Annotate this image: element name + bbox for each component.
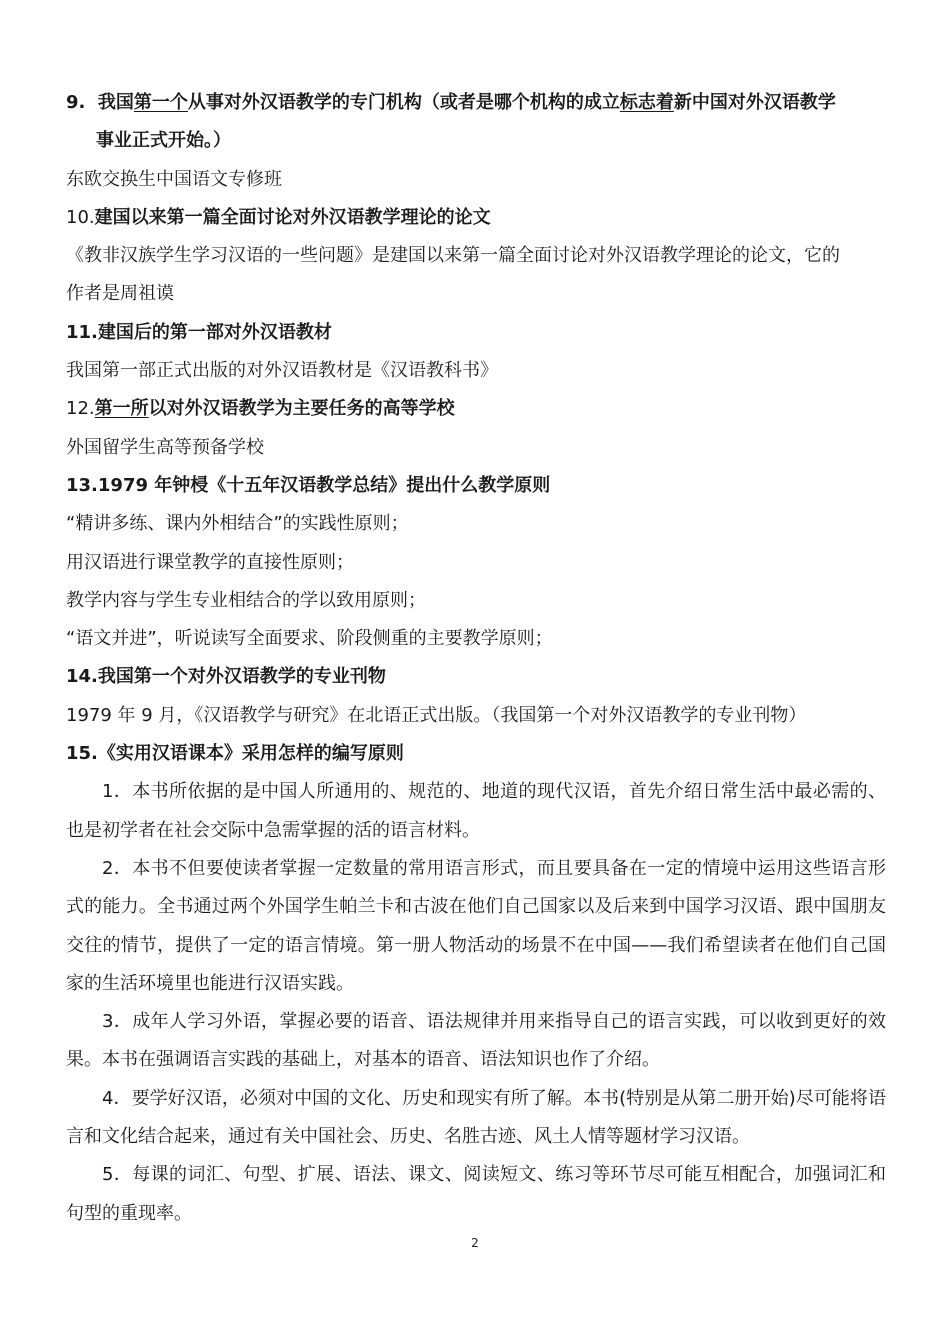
question-9-heading-cont: 事业正式开始。） [96, 130, 231, 152]
question-14-answer: 1979 年 9 月，《汉语教学与研究》在北语正式出版。（我国第一个对外汉语教学的专业刊物） [66, 704, 807, 726]
question-number: 15. [66, 743, 98, 765]
question-11-heading: 11.建国后的第一部对外汉语教材 [66, 321, 332, 343]
question-number: 9. [66, 92, 86, 113]
question-number: 10. [66, 206, 95, 228]
question-13-answer-item: 用汉语进行课堂教学的直接性原则； [66, 551, 354, 573]
question-number: 14. [66, 666, 98, 688]
underlined-text: 第一个 [133, 92, 188, 113]
question-10-answer: 《教非汉族学生学习汉语的一些问题》是建国以来第一篇全面讨论对外汉语教学理论的论文，它的 [66, 245, 840, 267]
page-number: 2 [471, 1236, 479, 1250]
question-15-paragraph: 5．每课的词汇、句型、扩展、语法、课文、阅读短文、练习等环节尽可能互相配合，加强词汇和句型的重现率。 [66, 1164, 886, 1224]
question-15-paragraph: 4．要学好汉语，必须对中国的文化、历史和现实有所了解。本书(特别是从第二册开始)尽可能将语言和文化结合起来，通过有关中国社会、历史、名胜古迹、风土人情等题材学习汉语。 [66, 1087, 886, 1148]
underlined-text: 标志着 [619, 92, 674, 113]
question-9-heading: 9. 我国第一个从事对外汉语教学的专门机构（或者是哪个机构的成立标志着新中国对外汉语教学 [66, 92, 836, 113]
question-13-answer-item: “语文并进”，听说读写全面要求、阶段侧重的主要教学原则； [66, 628, 553, 650]
underlined-text: 第一所 [94, 398, 149, 420]
question-number: 13. [66, 474, 98, 496]
document-content [66, 84, 886, 1233]
question-15-paragraph: 2．本书不但要使读者掌握一定数量的常用语言形式，而且要具备在一定的情境中运用这些语言形式的能力。全书通过两个外国学生帕兰卡和古波在他们自己国家以及后来到中国学习汉语、跟中国朋友交往的情节，提供了一定的语言情境。第一册人物活动的场景不在中国——我们希望读者在他们自己国家的生活环境里也能进行汉语实践。 [66, 857, 886, 994]
question-15-paragraph: 1．本书所依据的是中国人所通用的、规范的、地道的现代汉语，首先介绍日常生活中最必需的、也是初学者在社会交际中急需掌握的活的语言材料。 [66, 781, 886, 841]
question-13-heading: 13.1979 年钟梫《十五年汉语教学总结》提出什么教学原则 [66, 474, 551, 496]
question-14-heading: 14.我国第一个对外汉语教学的专业刊物 [66, 666, 386, 688]
question-13-answer-item: 教学内容与学生专业相结合的学以致用原则； [66, 589, 426, 611]
question-11-answer: 我国第一部正式出版的对外汉语教材是《汉语教科书》 [66, 360, 498, 382]
question-number: 12. [66, 398, 95, 420]
question-10-answer-cont: 作者是周祖谟 [66, 283, 174, 305]
question-number: 11. [66, 321, 98, 343]
question-15-heading: 15.《实用汉语课本》采用怎样的编写原则 [66, 743, 404, 765]
question-12-answer: 外国留学生高等预备学校 [66, 436, 264, 458]
question-10-heading: 10.建国以来第一篇全面讨论对外汉语教学理论的论文 [66, 206, 491, 228]
question-15-paragraph: 3．成年人学习外语，掌握必要的语音、语法规律并用来指导自己的语言实践，可以收到更好的效果。本书在强调语言实践的基础上，对基本的语音、语法知识也作了介绍。 [66, 1011, 886, 1071]
question-9-answer: 东欧交换生中国语文专修班 [66, 168, 282, 190]
question-13-answer-item: “精讲多练、课内外相结合”的实践性原则； [66, 513, 409, 535]
question-12-heading: 12.第一所以对外汉语教学为主要任务的高等学校 [66, 398, 455, 420]
